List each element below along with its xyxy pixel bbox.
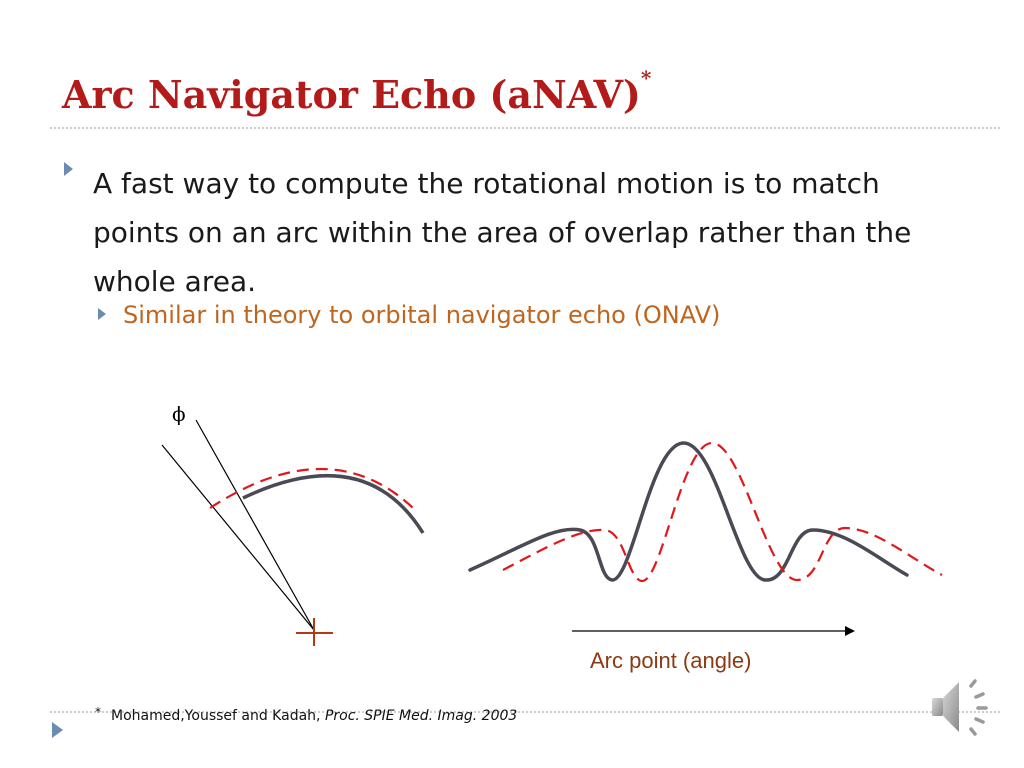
- ray-line-2: [196, 420, 314, 630]
- center-plus-icon: [296, 618, 333, 646]
- next-slide-icon[interactable]: [52, 722, 63, 738]
- dashed-arc: [210, 469, 413, 508]
- solid-signal: [470, 443, 907, 580]
- dashed-signal: [503, 443, 942, 581]
- main-bullet-text: A fast way to compute the rotational motion is to match points on an arc within the area of overlap rather than the whole area.: [93, 167, 912, 298]
- footnote-citation: Proc. SPIE Med. Imag. 2003: [324, 708, 518, 724]
- sub-bullet-text: Similar in theory to orbital navigator echo (ONAV): [123, 301, 721, 329]
- title-footnote-marker: *: [640, 66, 652, 90]
- footnote-authors: Mohamed,Youssef and Kadah,: [111, 708, 325, 724]
- footnote: [95, 705, 518, 724]
- ray-line-1: [162, 445, 314, 630]
- axis-arrowhead-icon: [845, 626, 855, 636]
- slide-title-text: Arc Navigator Echo (aNAV): [62, 72, 641, 117]
- solid-arc: [243, 476, 423, 533]
- axis-label: Arc point (angle): [590, 648, 752, 673]
- footnote-marker: *: [95, 705, 101, 719]
- speaker-icon[interactable]: [928, 672, 998, 742]
- phi-symbol: ϕ: [172, 402, 186, 426]
